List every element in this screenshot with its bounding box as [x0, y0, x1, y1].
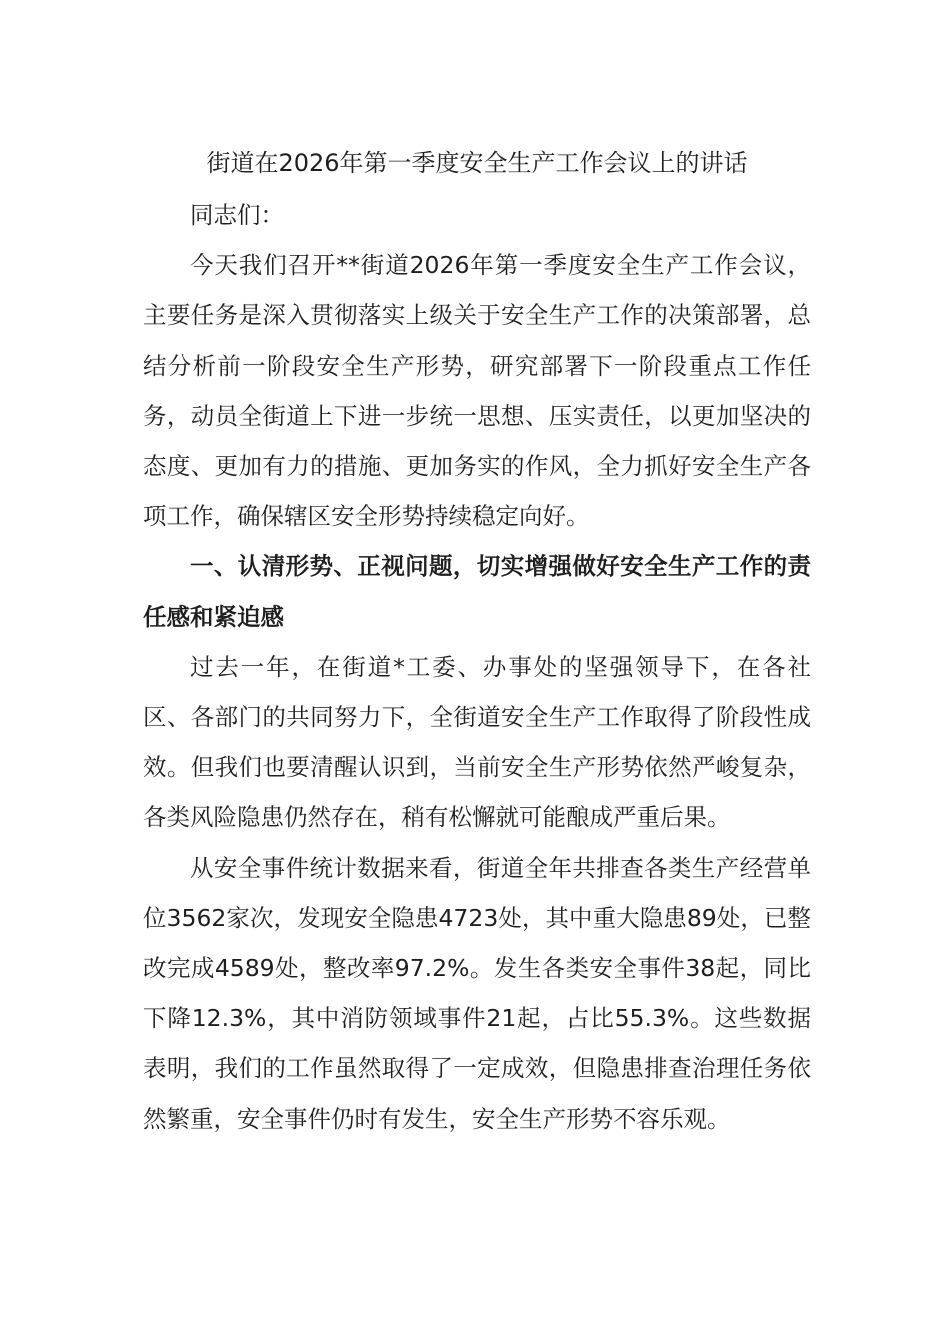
document-title: 街道在2026年第一季度安全生产工作会议上的讲话 — [206, 149, 748, 177]
salutation: 同志们： — [190, 201, 284, 229]
paragraph-situation: 过去一年，在街道*工委、办事处的坚强领导下，在各社区、各部门的共同努力下，全街道安全生产工作取得了阶段性成效。但我们也要清醒认识到，当前安全生产形势依然严峻复杂，各类风险隐患仍然存在，稍有松懈就可能酿成严重后果。 — [143, 652, 811, 832]
section-heading-1: 一、认清形势、正视问题，切实增强做好安全生产工作的责任感和紧迫感 — [143, 552, 811, 631]
document-page — [143, 138, 811, 1144]
paragraph-intro: 今天我们召开**街道2026年第一季度安全生产工作会议，主要任务是深入贯彻落实上级关于安全生产工作的决策部署，总结分析前一阶段安全生产形势，研究部署下一阶段重点工作任务，动员全街道上下进一步统一思想、压实责任，以更加坚决的态度、更加有力的措施、更加务实的作风，全力抓好安全生产各项工作，确保辖区安全形势持续稳定向好。 — [143, 251, 811, 531]
paragraph-statistics: 从安全事件统计数据来看，街道全年共排查各类生产经营单位3562家次，发现安全隐患4723处，其中重大隐患89处，已整改完成4589处，整改率97.2%。发生各类安全事件38起，同比下降12.3%，其中消防领域事件21起，占比55.3%。这些数据表明，我们的工作虽然取得了一定成效，但隐患排查治理任务依然繁重，安全事件仍时有发生，安全生产形势不容乐观。 — [143, 853, 811, 1133]
